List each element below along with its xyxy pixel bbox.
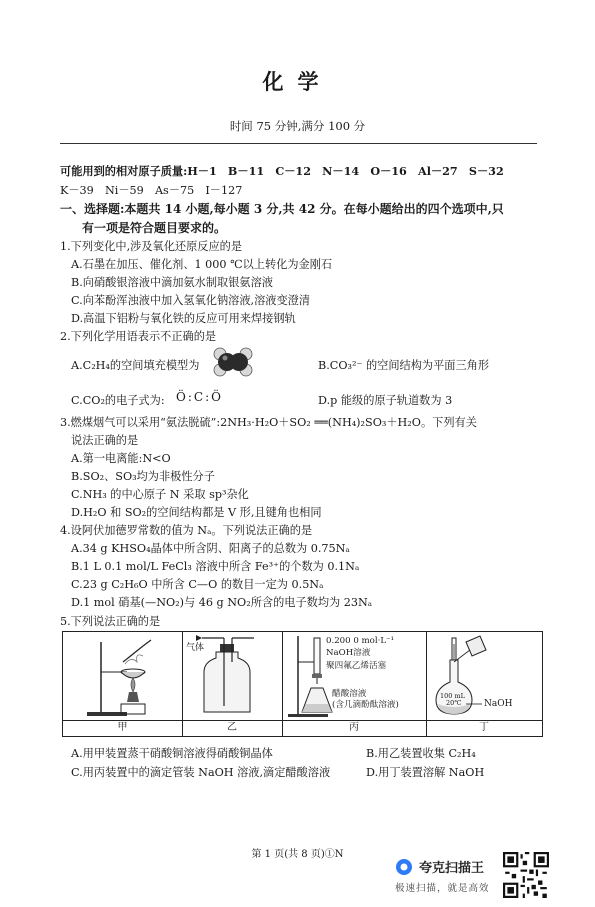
q5-option-a: A.用甲装置蒸干硝酸铜溶液得硝酸铜晶体 [71,747,273,760]
ding-flask-temp-label: 20℃ [446,699,462,707]
ethylene-space-filling-model-icon [211,346,255,378]
q3-stem-line-1: 3.燃煤烟气可以采用“氨法脱硫”:2NH₃·H₂O＋SO₂ ══(NH₄)₂SO₃＋H₂O。下列有关 [60,416,477,429]
q5-option-b: B.用乙装置收集 C₂H₄ [366,747,476,760]
q1-option-c: C.向苯酚浑浊液中加入氢氧化钠溶液,溶液变澄清 [71,294,311,307]
q3-option-b: B.SO₂、SO₃均为非极性分子 [71,470,215,483]
apparatus-yi [182,632,283,736]
q5-stem: 5.下列说法正确的是 [60,615,161,628]
q4-option-a: A.34 g KHSO₄晶体中所含阴、阳离子的总数为 0.75Nₐ [71,542,350,555]
q2-option-c: C.CO₂的电子式为: [71,394,165,407]
bing-naoh-label: NaOH溶液 [326,648,371,658]
ding-naoh-label: NaOH [484,699,513,709]
q1-option-b: B.向硝酸银溶液中滴加氨水制取银氨溶液 [71,276,273,289]
q5-option-d: D.用丁装置溶解 NaOH [366,766,485,779]
qr-code-icon [503,852,549,898]
bing-concentration-label: 0.200 0 mol·L⁻¹ [326,636,395,646]
header-divider [60,143,537,144]
apparatus-ding [426,632,542,736]
q3-option-d: D.H₂O 和 SO₂的空间结构都是 V 形,且键角也相同 [71,506,322,519]
q1-option-a: A.石墨在加压、催化剂、1 000 ℃以上转化为金刚石 [71,258,333,271]
q5-option-c: C.用丙装置中的滴定管装 NaOH 溶液,滴定醋酸溶液 [71,766,331,779]
q3-option-a: A.第一电离能:N<O [71,452,171,465]
q2-option-d: D.p 能级的原子轨道数为 3 [318,394,453,407]
scanner-slogan: 极速扫描，就是高效 [395,883,490,894]
apparatus-jia [63,632,183,736]
page-footer: 第 1 页(共 8 页)①N [251,849,344,860]
q4-option-c: C.23 g C₂H₆O 中所含 C—O 的数目一定为 0.5Nₐ [71,578,324,591]
q2-option-a: A.C₂H₄的空间填充模型为 [71,359,200,372]
q4-option-b: B.1 L 0.1 mol/L FeCl₃ 溶液中所含 Fe³⁺的个数为 0.1Nₐ [71,560,360,573]
label-jia: 甲 [117,722,128,733]
apparatus-bing [282,632,427,736]
section-heading-line-1: 一、选择题:本题共 14 小题,每小题 3 分,共 42 分。在每小题给出的四个选项中,只 [60,202,504,216]
ding-flask-volume-label: 100 mL [440,692,465,700]
q1-stem: 1.下列变化中,涉及氧化还原反应的是 [60,240,243,253]
apparatus-figure [62,631,543,737]
q4-stem: 4.设阿伏加德罗常数的值为 Nₐ。下列说法正确的是 [60,524,313,537]
label-ding: 丁 [479,722,489,733]
bing-stopcock-label: 聚四氟乙烯活塞 [326,661,387,671]
section-heading-line-2: 有一项是符合题目要求的。 [82,221,227,235]
q2-option-b: B.CO₃²⁻ 的空间结构为平面三角形 [318,359,490,372]
page-title: 化学 [262,69,333,94]
q3-option-c: C.NH₃ 的中心原子 N 采取 sp³杂化 [71,488,249,501]
label-bing: 丙 [349,722,359,733]
q2-stem: 2.下列化学用语表示不正确的是 [60,330,217,343]
atomic-mass-line-2: K－39 Ni－59 As－75 I－127 [60,184,243,197]
q4-option-d: D.1 mol 硝基(—NO₂)与 46 g NO₂所含的电子数均为 23Nₐ [71,596,373,609]
label-yi: 乙 [227,722,237,733]
atomic-mass-line-1: 可能用到的相对原子质量:H－1 B－11 C－12 N－14 O－16 Al－27 S－32 [60,164,504,178]
scanner-brand: 夸克扫描王 [419,861,485,876]
bing-acid-label: 醋酸溶液 [332,689,367,699]
evaporation-setup-icon [63,632,182,720]
q3-stem-line-2: 说法正确的是 [71,434,139,447]
bing-indicator-label: (含几滴酚酞溶液) [332,700,399,710]
yi-gas-label: 气体 [186,643,205,653]
q1-option-d: D.高温下铝粉与氧化铁的反应可用来焊接钢轨 [71,312,296,325]
co2-electron-formula: Ö:C:Ö [176,390,223,404]
scanner-logo-icon [395,858,413,876]
exam-time-info: 时间 75 分钟,满分 100 分 [229,119,366,133]
